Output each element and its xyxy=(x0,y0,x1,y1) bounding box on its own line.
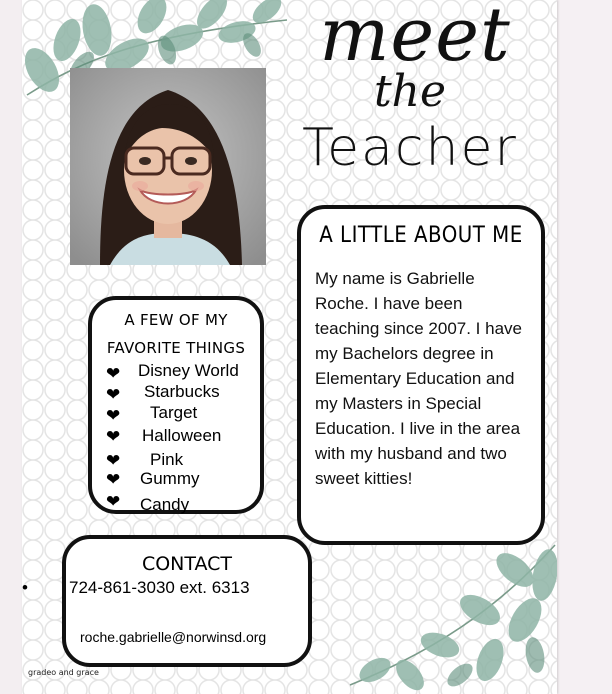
heart-icon: ❤ xyxy=(106,492,121,511)
title-the: the xyxy=(373,66,447,117)
heart-icon: ❤ xyxy=(106,470,121,489)
title-meet: meet xyxy=(319,0,511,78)
window-background xyxy=(557,0,612,694)
contact-card xyxy=(62,535,312,667)
contact-heading: CONTACT xyxy=(141,553,233,575)
heart-icon: ❤ xyxy=(106,385,121,404)
heart-icon: ❤ xyxy=(106,364,121,383)
bullet-icon: • xyxy=(22,578,28,597)
favorites-heading-line1: A FEW OF MY xyxy=(124,311,228,329)
teacher-photo xyxy=(70,68,266,265)
eucalyptus-bottom-right-icon xyxy=(330,535,557,694)
favorites-heading-line2: FAVORITE THINGS xyxy=(106,339,246,357)
title-teacher: Teacher xyxy=(302,118,518,178)
heart-icon: ❤ xyxy=(106,451,121,470)
about-me-text: My name is Gabrielle Roche. I have been teaching since 2007. I have my Bachelors degree in Elementary Education and my Masters in Special Education. I live in the area with my husband and two sweet kitties! xyxy=(315,269,522,488)
phone-text: 724-861-3030 ext. 6313 xyxy=(69,578,250,597)
email-address: roche.gabrielle@norwinsd.org xyxy=(80,629,267,645)
favorites-card: A FEW OF MY FAVORITE THINGS ❤ Disney World ❤ Starbucks ❤ Target ❤ Halloween ❤ Pink ❤ Gummy ❤ Candy xyxy=(88,296,264,514)
designer-credit: gradeo and grace xyxy=(28,668,99,677)
favorites-heading xyxy=(92,306,260,362)
about-me-card xyxy=(297,205,545,545)
phone-number xyxy=(22,578,250,598)
about-me-heading: A LITTLE ABOUT ME xyxy=(319,223,523,248)
heart-icon: ❤ xyxy=(106,406,121,425)
heart-icon: ❤ xyxy=(106,427,121,446)
portrait-icon xyxy=(70,68,266,265)
